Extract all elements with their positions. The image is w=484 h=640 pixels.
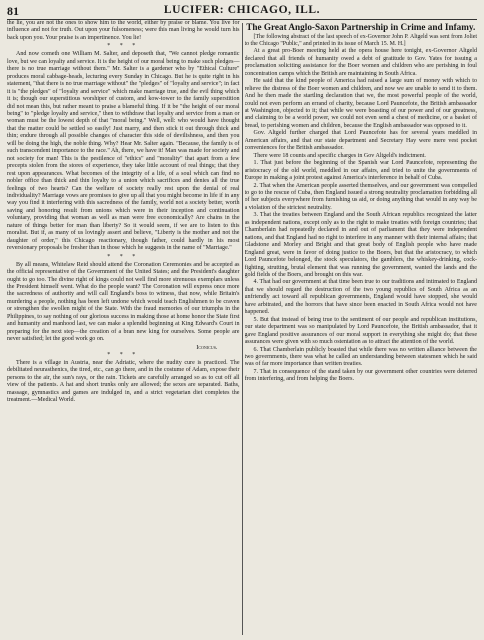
indictment-count: 1. That just before the beginning of the Spanish war Lord Pauncefote, representing the aristocracy of the old world, meddled in our affairs, and tried to unite the governments of Europe in making a joint protest against America's interference in behalf of Cuba.: [244, 160, 477, 182]
text-columns: [7, 20, 477, 638]
article-title: The Great Anglo-Saxon Partnership in Crime and Infamy.: [246, 22, 476, 32]
paragraph: By all means, Whitelaw Reid should attend the Coronation Ceremonies and be accepted as the official representative of the Government of the United States; and the President's daughter ought to go too. The divine right of kings could not well find more strenuous exemplars unless the President himself went. What do the people want? The Coronation will express once more the sacredness of authority and will call England's boss to witness, that now, while Britain's murdering a people, nothing has been left undone which would teach Englishmen to be craven or strengthen the swollen might of the State. With the fraud memories of our triumphs in the Philippines, to say nothing of our glorious success in making those at home honor the State first and humanity and manhood last, we can make a splendid beginning at King Edward's Court in preparing for the next step—the creation of a bran new king for ourselves. Some people are never satisfied; let the good work go on.: [7, 261, 240, 343]
paragraph: He said that the kind people of America had raised a large sum of money with which to relieve the distress of the Boer women and children, and now we are unable to send it to them. And he then made the startling declaration that we, the most powerful people of the world, could not even perform an errand of charity, because Lord Pauncefote, the British ambassador at Washington, objected to it; that while we were boasting of our power and of our greatness, and claiming to be a world power, we could not even send a chest of medicine, or a basket of bread, to perishing women and children, because the English ambassador was opposed to it.: [244, 78, 477, 129]
paragraph: There is a village in Austria, near the Adriatic, where the nudity cure is practiced. The debilitated neurasthenics, the tired, etc., can go there, and in the costume of Adam, expose their persons to the air, the sun's rays, or the rain. Tickets are carefully arranged so as to cut off all view of the patients. A hat and short trunks only are allowed; the sexes are separated. Baths, massage, gymnastics and games are indulged in, and a strict vegetarian diet completes the treatment.—Medical World.: [7, 359, 240, 404]
indictment-count: 5. But that instead of being true to the sentiment of our people and republican institutions, our state department was so manipulated by Lord Pauncefote, the British ambassador, that it gave England positive assurances of our moral support in everything she might do; that these assurances were given with so much ostentation as to attract the attention of the world.: [244, 316, 477, 346]
paragraph: At a great pro-Boer meeting held at the opera house here tonight, ex-Governor Altgeld declared that all friends of humanity owed a debt of gratitude to Gov. Yates for issuing a proclamation soliciting assistance for the Boer women and children who are perishing in foul concentration camps which the British are maintaining in South Africa.: [244, 48, 477, 77]
paragraph: And now cometh one William M. Salter, and deposeth that, "We cannot pledge romantic love, but we can loyalty and service. It is the height of our moral being to make such pledges—there is no true marriage without them." Mr. Salter is a gardener who by "Ethical Culture" produces moral cabbage-heads, lecturing every Sunday in Chicago. But he is quite right in his statement, "that there is no true marriage without" the "pledges" of "loyalty and service"; in fact it is "the pledges" of "loyalty and service" which make marriage true, and the evil thing which it is; though our superstitious worshiper of custom, and kow-tower to the family superstition did not mean this, but rather meant to praise a blameful thing. If it be "the height of our moral being" to "pledge loyalty and service," then to withdraw that loyalty and service from a man or woman must be the lowest depth of that "moral being." Well, well: who would have thought that the matter could be settled so easily! Just marry, and then stick it out through thick and thin; endure through all possible changes of character this side of devilishness, and then you will be doing the high, the noble thing. Why? Hear Mr. Salter again. "Because, the family is of such transcendent importance to the race." Ah, there, we have it! Man was made for society and not society for man! This is the pestilence of "ethics" and "morality" that apart from a few precepts stolen from the stores of experience, they take little account of real things; that they rest upon appearances. What becomes of the integrity of a life, of a soul which can find no nobler office than thick and thin loyalty to a union which sacrifices and denies all the true feelings of two hearts? Can the welfare of society really rest upon the denial of real individuality? Marriage vows are promises to give up all that you might become in life if in any way you find it interfering with this sacredness of the family, world not a society better, worth saving and honoring result from unions which were in their inception and continuation voluntary, providing that woman as well as man were free economically? Are chains in the nature of things better for man than liberty? So it would seem, if we are to listen to this moralist. But if, as many of us lovingly assert and believe, "Liberty is the mother and not the daughter of order," this Chicago reactionary, though father, could hardly in his most reversionary proposals be fresher than in those which he suggests in the name of "Marriage.": [7, 51, 240, 252]
section-separator: * * *: [107, 253, 140, 260]
section-separator: * * *: [107, 351, 140, 358]
page-header: [7, 4, 477, 20]
indictment-count: 7. That in consequence of the stand taken by our government other countries were deterred from interfering, and from helping the Boers.: [244, 368, 477, 383]
paragraph: There were 18 counts and specific charges in Gov Altgeld's indictment.: [253, 152, 426, 159]
paragraph: the lie, you are not the ones to show him to the world, either by praise or blame. You live for influence and not for truth. Out upon your fulsomeness; were this man living he would turn his back upon you. Your praise is an impertinence. You lie!: [7, 20, 240, 41]
section-separator: * * *: [107, 43, 140, 50]
indictment-count: 3. That the treaties between England and the South African republics recognized the latter as independent nations, except only as to the right to make treaties with foreign countries; that Chamberlain had repeatedly declared in and out of parliament that they were independent nations, and that England had no right to interfere in any manner with their internal affairs; that Gladstone and Morley and Bright and that great body of English people who have made England great, were in favor of doing justice to the Boers, but that the aristocracy, to which Lord Pauncefote belonged, the stock speculators, the gamblers, the whiskey-drinking, cock-fighting, strutting, brutal element that was running the government, wanted the lands and the gold fields of the Boers, and brought on this war.: [244, 212, 477, 278]
article-preface: [The following abstract of the last speech of ex-Governor John P. Altgeld was sent from Joliet to the Chicago "Public," and printed in its issue of March 15. M. H.]: [244, 34, 477, 48]
column-divider: [242, 23, 243, 635]
running-title: LUCIFER: CHICAGO, ILL.: [163, 4, 321, 16]
indictment-count: 6. That Chamberlain publicly boasted that while there was no written alliance between the two governments, there was what he called an understanding between statesmen which he said was of far more importance than written treaties.: [244, 346, 477, 368]
signature: Iconicus.: [196, 343, 218, 351]
page-number: 81: [7, 4, 19, 18]
right-column: [245, 20, 478, 638]
indictment-count: 2. That when the American people asserted themselves, and our government was compelled to go to the rescue of Cuba, then England issued a strong neutrality proclamation forbidding all of her subjects everywhere from furnishing us aid, or doing anything that would in any way be a violation of the strictest neutrality.: [244, 182, 477, 211]
paragraph: Gov. Altgeld further charged that Lord Pauncefote has for several years meddled in American affairs, and that our state department and Secretary Hay were mere vest pocket conveniences for the British ambassador.: [244, 130, 477, 152]
indictment-count: 4. That had our government at that time been true to our traditions and intimated to England that we should regard the destruction of the two young republics of South Africa as an unfriendly act toward all republican governments, England would have stopped, she would have arbitrated, and the horrors that have since been enacted in South Africa would not have happened.: [244, 279, 477, 316]
left-column: [7, 20, 240, 638]
